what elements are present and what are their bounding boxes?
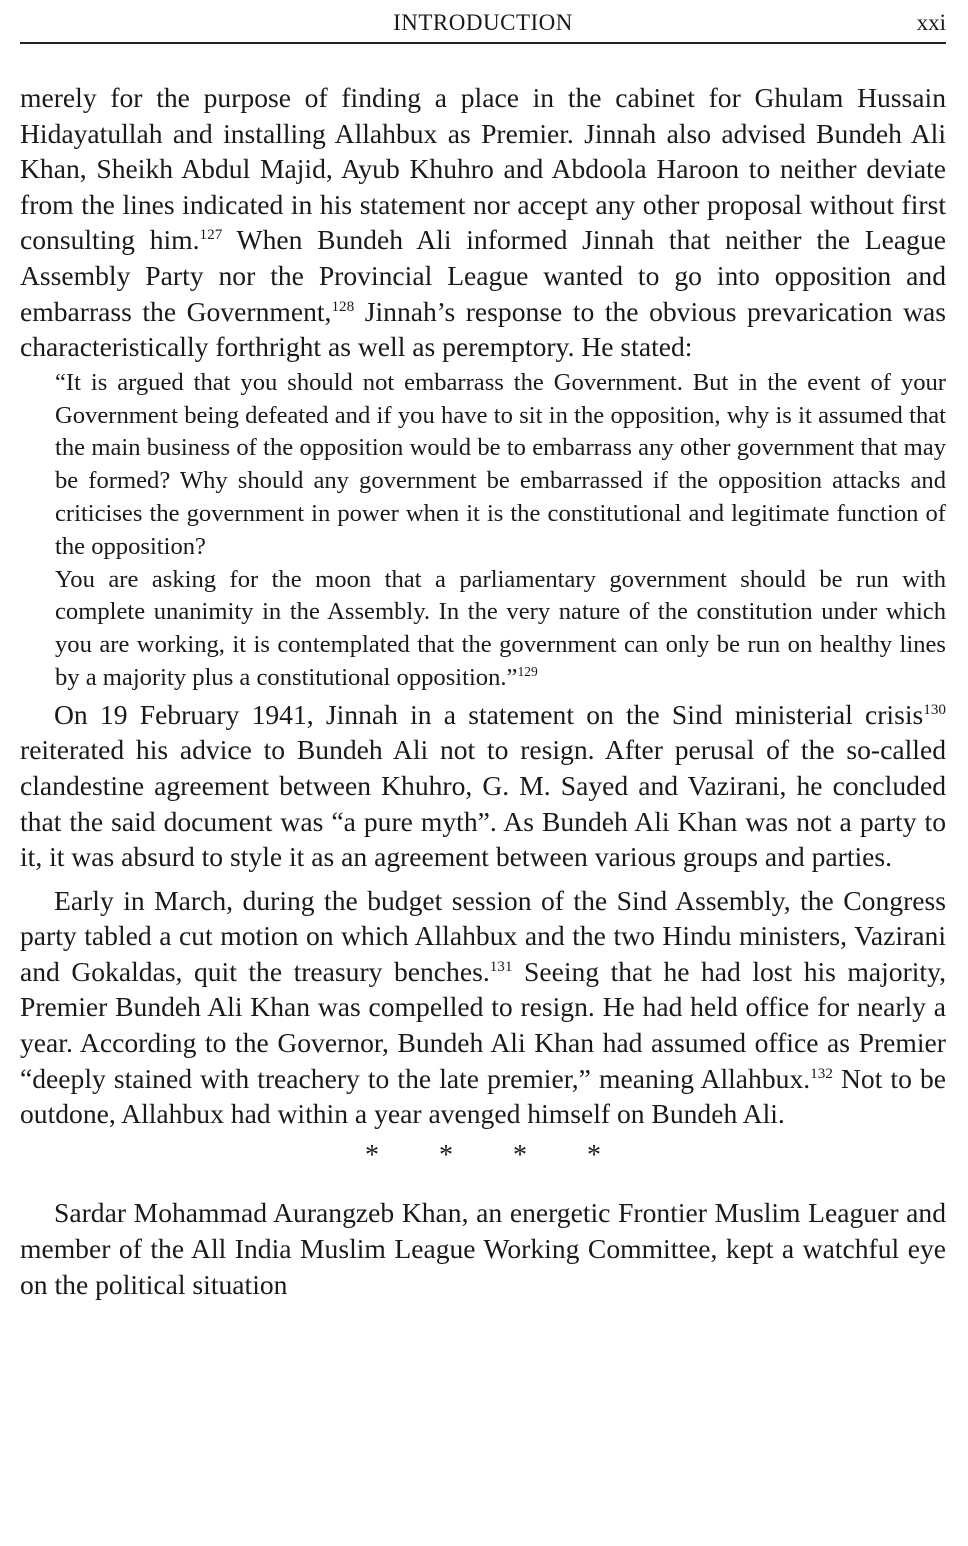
paragraph-4: Sardar Mohammad Aurangzeb Khan, an energetic Frontier Muslim Leaguer and member of the All India Muslim League Working Committee, kept a watchful eye on the political situation [20, 1197, 946, 1300]
paragraph-2-text-b: reiterated his advice to Bundeh Ali not to resign. After perusal of the so-called clandestine agreement between Khuhro, G. M. Sayed and Vazirani, he concluded that the said document was “a pure myth”. As Bundeh Ali Khan was not a party to it, it was absurd to style it as an agreement between various groups and parties. [20, 734, 946, 873]
section-separator [20, 1138, 946, 1174]
footnote-ref-131: 131 [489, 957, 513, 975]
paragraph-1-text-a: merely for the purpose of finding a place in the cabinet for Ghulam Hussain Hidayatullah and installing Allahbux as Premier. Jinnah also advised Bundeh Ali Khan, Sheikh Abdul Majid, Ayub Khuhro and Abdoola Haroon to neither deviate from the lines indicated in his statement nor accept any other proposal without first consulting him. [20, 82, 946, 256]
page-number: xxi [916, 10, 946, 35]
footnote-ref-132: 132 [810, 1064, 833, 1082]
paragraph-2 [20, 697, 946, 875]
asterisk-1: * [365, 1139, 379, 1171]
paragraph-gap [20, 875, 946, 883]
chapter-title: INTRODUCTION [393, 10, 573, 35]
footnote-ref-128: 128 [331, 297, 355, 315]
quote-paragraph-2 [55, 564, 946, 695]
paragraph-1-text-c: Jinnah’s response to the obvious prevarication was characteristically forthright as well as peremptory. He stated: [20, 295, 946, 363]
paragraph-1 [20, 80, 946, 365]
paragraph-3-text-a: Early in March, during the budget session of the Sind Assembly, the Congress party tabled a cut motion on which Allahbux and the two Hindu ministers, Vazirani and Gokaldas, quit the treasury benches. [20, 884, 946, 987]
footnote-ref-130: 130 [923, 700, 946, 718]
quote-paragraph-2-text: You are asking for the moon that a parliamentary government should be run with complete unanimity in the Assembly. In the very nature of the constitution under which you are working, it is contemplated that the government can only be run on healthy lines by a majority plus a constitutional opposition.” [55, 565, 946, 691]
body-text [20, 80, 946, 1302]
footnote-ref-127: 127 [199, 226, 223, 244]
asterisk-2: * [439, 1139, 453, 1171]
footnote-ref-129: 129 [517, 663, 538, 679]
paragraph-1-text-b: When Bundeh Ali informed Jinnah that neither the League Assembly Party nor the Provincial League wanted to go into opposition and embarrass the Government, [20, 224, 946, 327]
asterisk-3: * [513, 1139, 527, 1171]
paragraph-3 [20, 883, 946, 1132]
paragraph-3-text-b: Seeing that he had lost his majority, Premier Bundeh Ali Khan was compelled to resign. He had held office for nearly a year. According to the Governor, Bundeh Ali Khan had assumed office as Premier “deeply stained with treachery to the late premier,” meaning Allahbux. [20, 955, 946, 1094]
asterisk-4: * [587, 1139, 601, 1171]
quote-paragraph-1: “It is argued that you should not embarrass the Government. But in the event of your Government being defeated and if you have to sit in the opposition, why is it assumed that the main business of the opposition would be to embarrass any other government that may be formed? Why should any government be embarrassed if the opposition attacks and criticises the government in power when it is the constitutional and legitimate function of the opposition? [55, 368, 946, 560]
paragraph-3-text-c: Not to be outdone, Allahbux had within a year avenged himself on Bundeh Ali. [20, 1062, 946, 1130]
paragraph-2-text-a: On 19 February 1941, Jinnah in a statement on the Sind ministerial crisis [54, 698, 924, 730]
running-header [20, 6, 946, 44]
block-quote [20, 367, 946, 695]
